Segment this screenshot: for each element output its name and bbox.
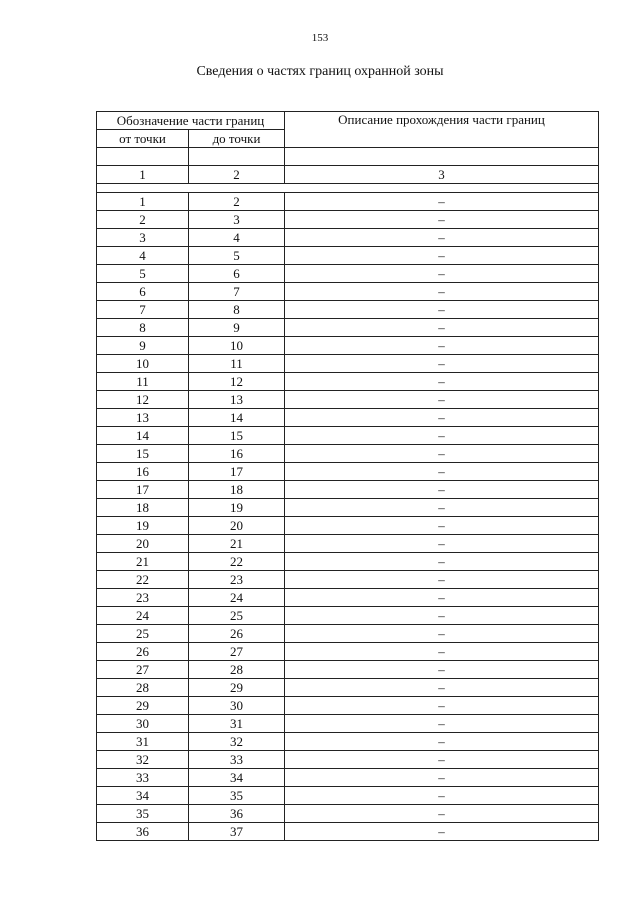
cell-to-point: 9 (189, 319, 285, 337)
cell-to-point: 20 (189, 517, 285, 535)
cell-to-point: 28 (189, 661, 285, 679)
table-row (97, 787, 599, 805)
cell-from-point: 35 (97, 805, 189, 823)
cell-to-point: 15 (189, 427, 285, 445)
cell-description: – (285, 499, 599, 517)
cell-to-point: 31 (189, 715, 285, 733)
cell-from-point: 8 (97, 319, 189, 337)
cell-from-point: 10 (97, 355, 189, 373)
cell-from-point: 18 (97, 499, 189, 517)
table-row (97, 499, 599, 517)
table-row (97, 769, 599, 787)
cell-description: – (285, 751, 599, 769)
cell-from-point: 20 (97, 535, 189, 553)
cell-to-point: 14 (189, 409, 285, 427)
header-description: Описание прохождения части границ (285, 112, 599, 148)
table-row (97, 679, 599, 697)
cell-description: – (285, 535, 599, 553)
cell-to-point: 17 (189, 463, 285, 481)
cell-description: – (285, 607, 599, 625)
table-body (97, 193, 599, 841)
cell-description: – (285, 247, 599, 265)
column-number-row (97, 166, 599, 184)
cell-description: – (285, 517, 599, 535)
header-spacer-cell (285, 148, 599, 166)
cell-from-point: 3 (97, 229, 189, 247)
cell-from-point: 30 (97, 715, 189, 733)
page-title: Сведения о частях границ охранной зоны (196, 64, 444, 79)
cell-description: – (285, 553, 599, 571)
table-row (97, 355, 599, 373)
cell-from-point: 14 (97, 427, 189, 445)
cell-from-point: 17 (97, 481, 189, 499)
table-row (97, 409, 599, 427)
table-header (97, 112, 599, 193)
cell-description: – (285, 427, 599, 445)
cell-description: – (285, 229, 599, 247)
cell-to-point: 34 (189, 769, 285, 787)
cell-to-point: 21 (189, 535, 285, 553)
page-number: 153 (311, 32, 329, 44)
column-number-2: 2 (189, 166, 285, 184)
cell-description: – (285, 319, 599, 337)
table-row (97, 373, 599, 391)
cell-to-point: 3 (189, 211, 285, 229)
table-row (97, 625, 599, 643)
cell-from-point: 25 (97, 625, 189, 643)
cell-description: – (285, 283, 599, 301)
cell-to-point: 25 (189, 607, 285, 625)
cell-to-point: 8 (189, 301, 285, 319)
cell-to-point: 10 (189, 337, 285, 355)
table-row (97, 553, 599, 571)
table-row (97, 697, 599, 715)
table-row (97, 427, 599, 445)
cell-to-point: 12 (189, 373, 285, 391)
cell-to-point: 18 (189, 481, 285, 499)
header-row-group (97, 112, 599, 130)
cell-description: – (285, 373, 599, 391)
cell-description: – (285, 571, 599, 589)
cell-description: – (285, 787, 599, 805)
cell-description: – (285, 265, 599, 283)
table-row (97, 481, 599, 499)
cell-to-point: 16 (189, 445, 285, 463)
cell-description: – (285, 589, 599, 607)
cell-description: – (285, 337, 599, 355)
cell-to-point: 24 (189, 589, 285, 607)
table-row (97, 247, 599, 265)
boundary-parts-table (96, 111, 599, 841)
cell-from-point: 29 (97, 697, 189, 715)
table-row (97, 517, 599, 535)
header-from-point: от точки (97, 130, 189, 148)
cell-from-point: 6 (97, 283, 189, 301)
cell-to-point: 33 (189, 751, 285, 769)
section-gap-row (97, 184, 599, 193)
cell-to-point: 7 (189, 283, 285, 301)
cell-to-point: 29 (189, 679, 285, 697)
cell-to-point: 5 (189, 247, 285, 265)
table-row (97, 715, 599, 733)
header-boundary-designation: Обозначение части границ (97, 112, 285, 130)
table-row (97, 319, 599, 337)
cell-to-point: 30 (189, 697, 285, 715)
cell-from-point: 33 (97, 769, 189, 787)
table-row (97, 463, 599, 481)
cell-from-point: 4 (97, 247, 189, 265)
cell-description: – (285, 823, 599, 841)
table-row (97, 571, 599, 589)
table-row (97, 589, 599, 607)
cell-to-point: 32 (189, 733, 285, 751)
table-row (97, 301, 599, 319)
cell-to-point: 37 (189, 823, 285, 841)
cell-from-point: 13 (97, 409, 189, 427)
table-row (97, 607, 599, 625)
cell-to-point: 19 (189, 499, 285, 517)
cell-description: – (285, 715, 599, 733)
cell-description: – (285, 805, 599, 823)
table-row (97, 391, 599, 409)
table-row (97, 445, 599, 463)
column-number-3: 3 (285, 166, 599, 184)
cell-description: – (285, 391, 599, 409)
cell-from-point: 2 (97, 211, 189, 229)
cell-from-point: 23 (97, 589, 189, 607)
cell-description: – (285, 211, 599, 229)
table-row (97, 337, 599, 355)
cell-from-point: 1 (97, 193, 189, 211)
cell-description: – (285, 661, 599, 679)
cell-description: – (285, 355, 599, 373)
cell-from-point: 16 (97, 463, 189, 481)
cell-to-point: 22 (189, 553, 285, 571)
cell-description: – (285, 625, 599, 643)
header-spacer-cell (97, 148, 189, 166)
table-row (97, 265, 599, 283)
cell-from-point: 11 (97, 373, 189, 391)
cell-description: – (285, 409, 599, 427)
table-row (97, 661, 599, 679)
cell-description: – (285, 445, 599, 463)
table-row (97, 751, 599, 769)
cell-to-point: 11 (189, 355, 285, 373)
cell-from-point: 9 (97, 337, 189, 355)
cell-description: – (285, 463, 599, 481)
table-row (97, 229, 599, 247)
section-gap-cell (97, 184, 599, 193)
cell-description: – (285, 481, 599, 499)
column-number-1: 1 (97, 166, 189, 184)
cell-to-point: 27 (189, 643, 285, 661)
table-row (97, 211, 599, 229)
header-spacer-cell (189, 148, 285, 166)
cell-description: – (285, 697, 599, 715)
cell-from-point: 26 (97, 643, 189, 661)
cell-to-point: 2 (189, 193, 285, 211)
table-row (97, 193, 599, 211)
cell-from-point: 15 (97, 445, 189, 463)
cell-description: – (285, 301, 599, 319)
header-spacer-row (97, 148, 599, 166)
cell-from-point: 32 (97, 751, 189, 769)
table-row (97, 643, 599, 661)
cell-to-point: 13 (189, 391, 285, 409)
cell-from-point: 21 (97, 553, 189, 571)
table-row (97, 283, 599, 301)
cell-from-point: 36 (97, 823, 189, 841)
cell-from-point: 34 (97, 787, 189, 805)
cell-to-point: 4 (189, 229, 285, 247)
table-row (97, 805, 599, 823)
cell-description: – (285, 193, 599, 211)
cell-description: – (285, 679, 599, 697)
cell-description: – (285, 733, 599, 751)
cell-to-point: 36 (189, 805, 285, 823)
cell-from-point: 7 (97, 301, 189, 319)
cell-from-point: 31 (97, 733, 189, 751)
table-row (97, 733, 599, 751)
table-row (97, 823, 599, 841)
header-to-point: до точки (189, 130, 285, 148)
cell-from-point: 22 (97, 571, 189, 589)
cell-to-point: 35 (189, 787, 285, 805)
cell-to-point: 6 (189, 265, 285, 283)
table-row (97, 535, 599, 553)
cell-to-point: 23 (189, 571, 285, 589)
cell-from-point: 5 (97, 265, 189, 283)
cell-from-point: 19 (97, 517, 189, 535)
cell-from-point: 24 (97, 607, 189, 625)
cell-description: – (285, 769, 599, 787)
cell-to-point: 26 (189, 625, 285, 643)
cell-from-point: 28 (97, 679, 189, 697)
cell-description: – (285, 643, 599, 661)
cell-from-point: 27 (97, 661, 189, 679)
cell-from-point: 12 (97, 391, 189, 409)
